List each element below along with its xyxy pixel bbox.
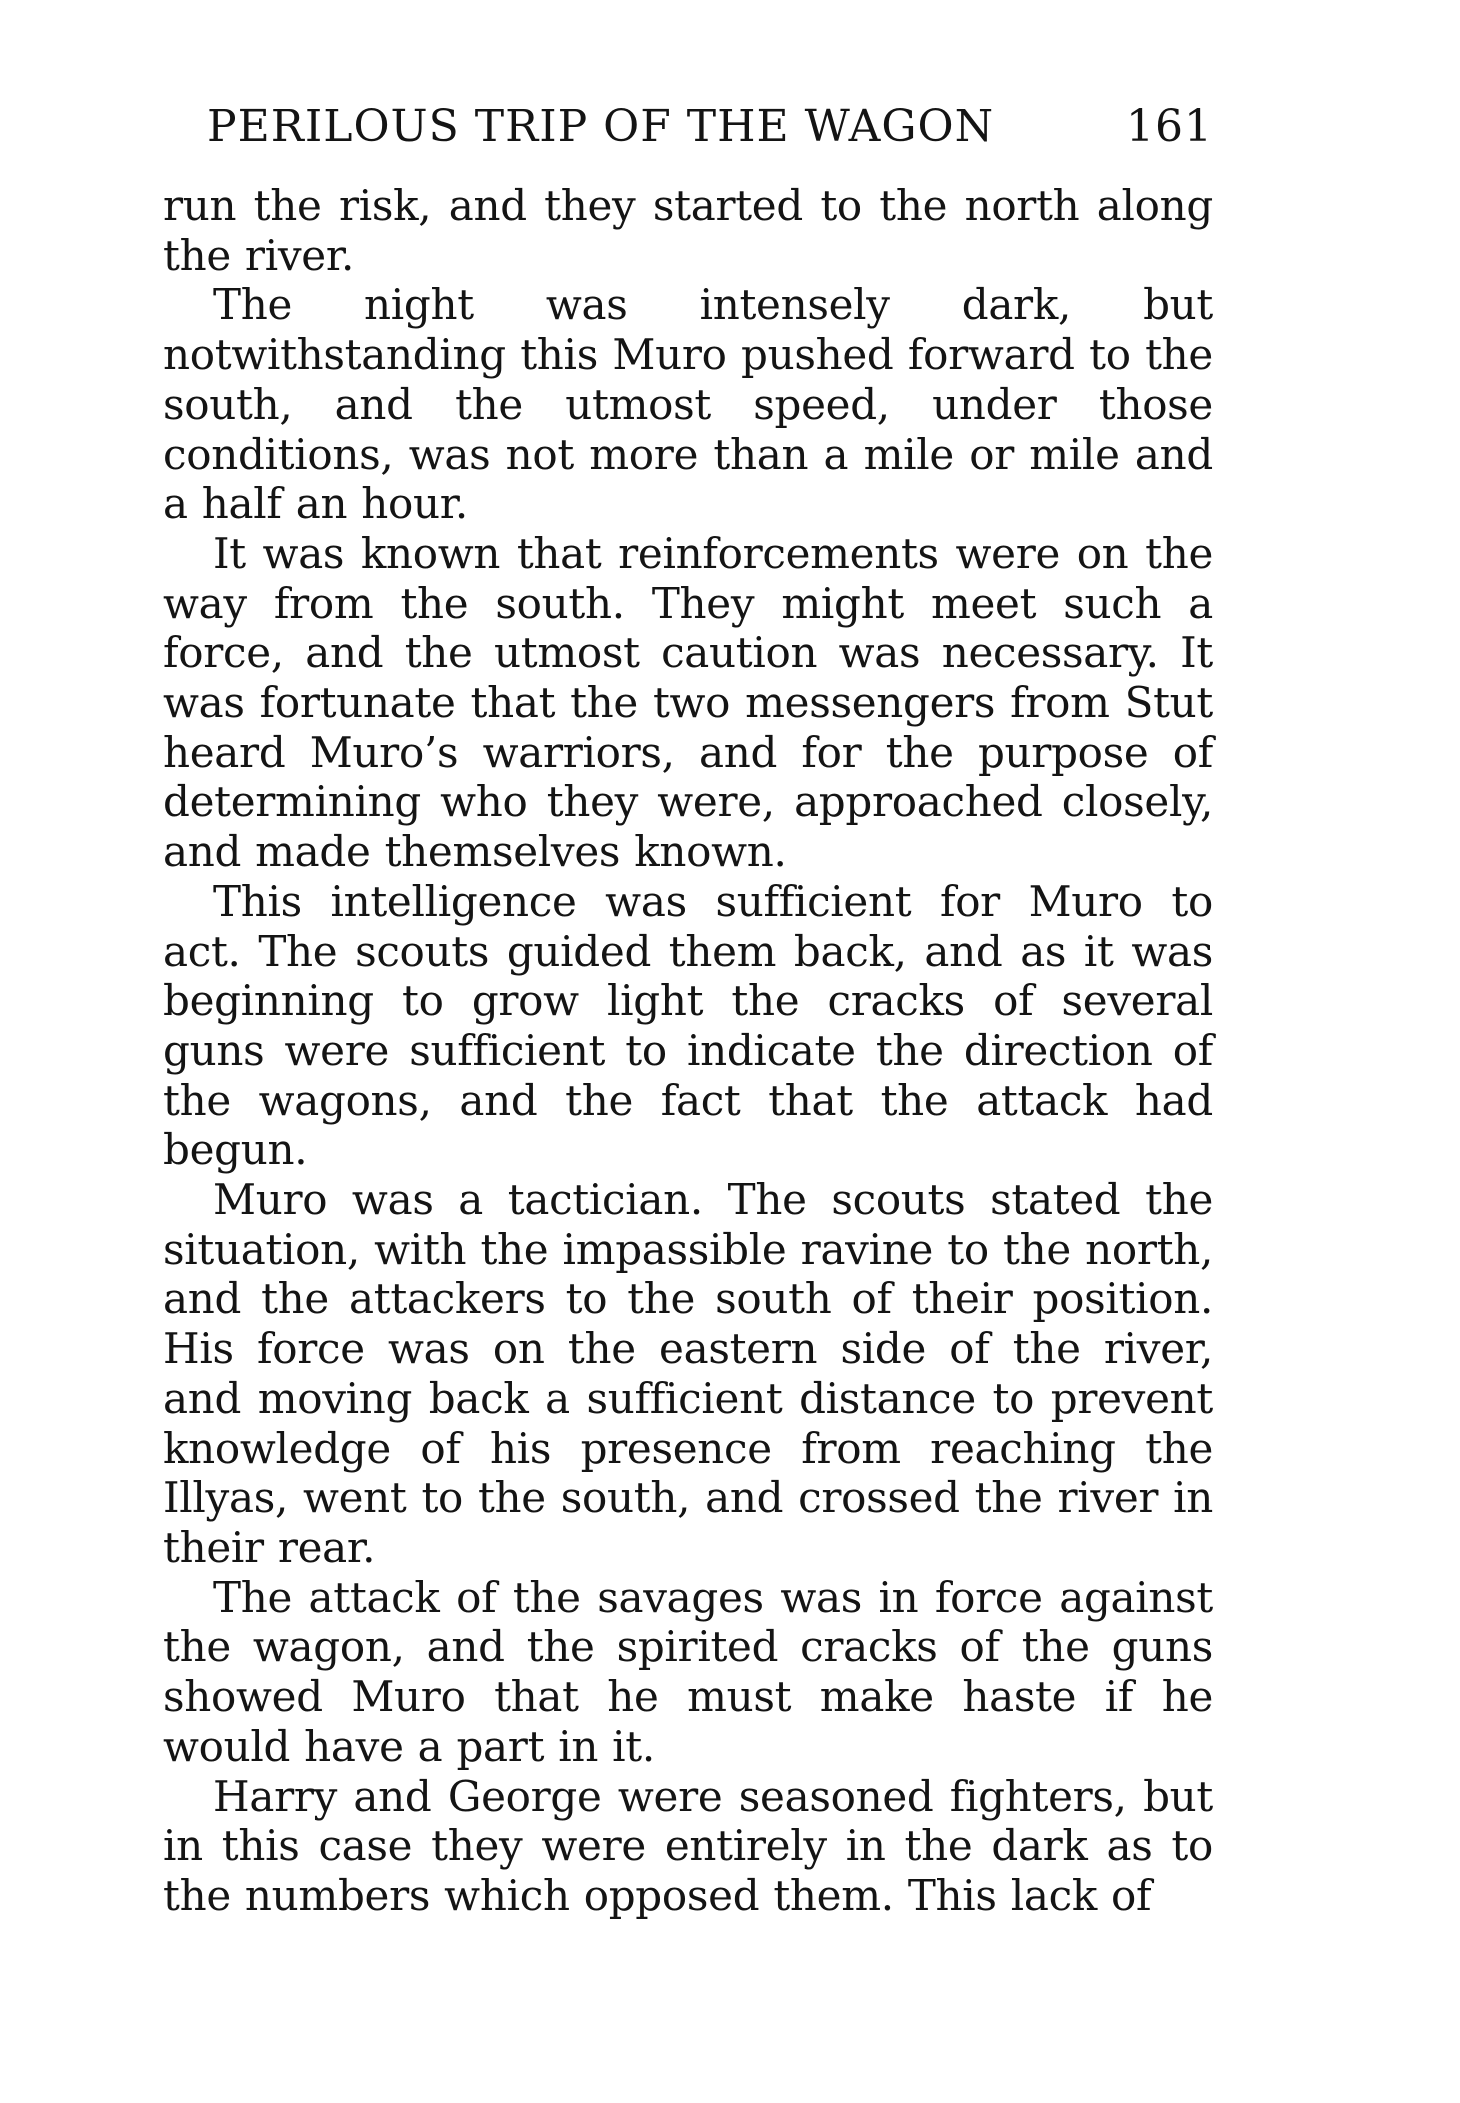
page-header — [207, 97, 1213, 157]
paragraph: It was known that reinforcements were on the way from the south. They might meet such a force, and the utmost caution was necessary. It was fortunate that the two messengers from Stut heard Muro’s warriors, and for the purpose of determining who they were, approached closely, and made themselves known. — [163, 528, 1213, 877]
body-text — [163, 181, 1213, 1921]
paragraph: This intelligence was sufficient for Muro to act. The scouts guided them back, and as it was beginning to grow light the cracks of several guns were sufficient to indicate the direction of the wagons, and the fact that the attack had begun. — [163, 876, 1213, 1175]
paragraph: The night was intensely dark, but notwithstanding this Muro pushed forward to the south, and the utmost speed, under those conditions, was not more than a mile or mile and a half an hour. — [163, 280, 1213, 529]
paragraph: The attack of the savages was in force against the wagon, and the spirited cracks of the guns showed Muro that he must make haste if he would have a part in it. — [163, 1572, 1213, 1771]
paragraph-continued: run the risk, and they started to the north along the river. — [163, 181, 1213, 280]
paragraph: Muro was a tactician. The scouts stated the situation, with the impassible ravine to the north, and the attackers to the south of their position. His force was on the eastern side of the river, and moving back a sufficient distance to prevent knowledge of his presence from reaching the Illyas, went to the south, and crossed the river in their rear. — [163, 1175, 1213, 1572]
page-number: 161 — [1126, 101, 1213, 152]
running-title: PERILOUS TRIP OF THE WAGON — [207, 101, 995, 152]
paragraph: Harry and George were seasoned fighters, but in this case they were entirely in the dark as to the numbers which opposed them. This lack of — [163, 1771, 1213, 1920]
